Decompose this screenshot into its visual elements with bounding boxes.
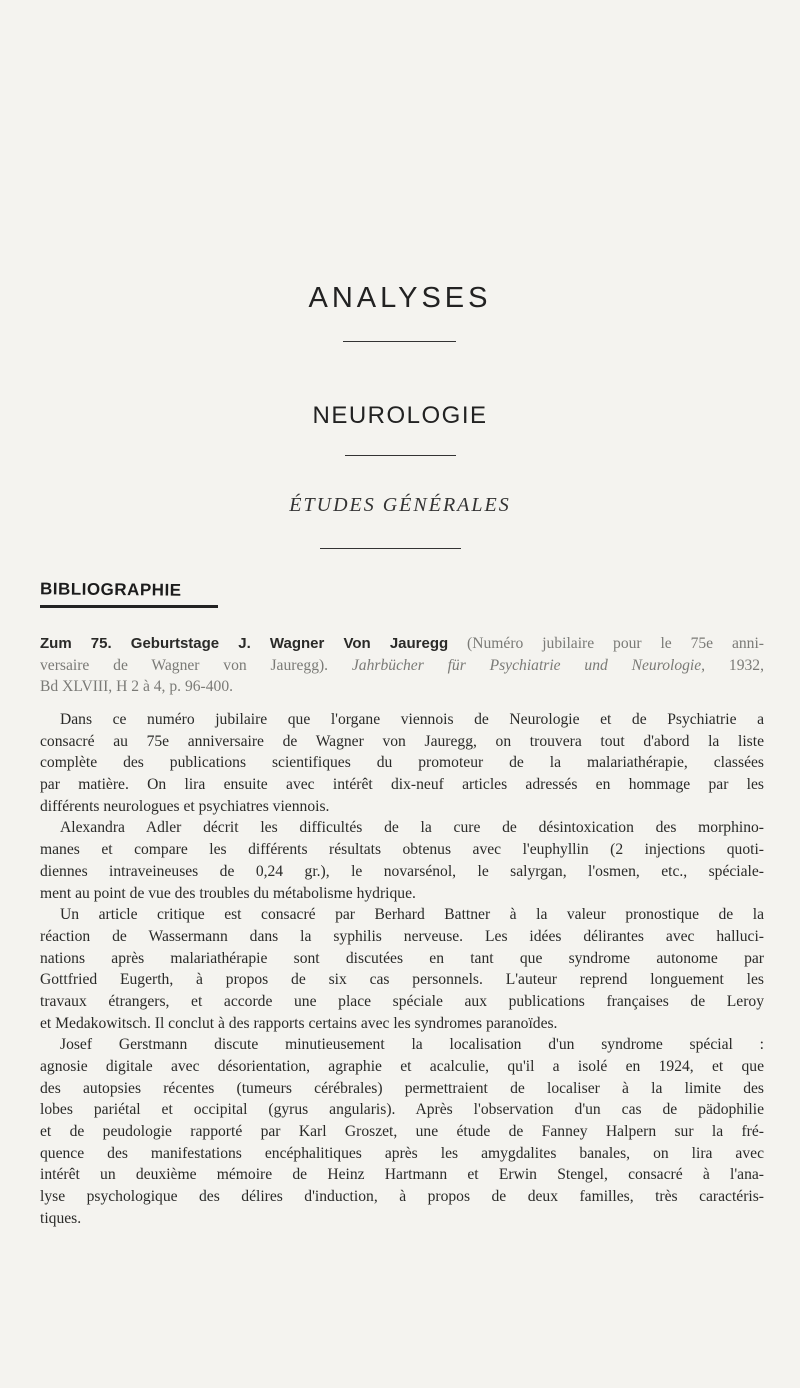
body-line: Josef Gerstmann discute minutieusement la localisation d'un syndrome spécial : bbox=[60, 1036, 764, 1054]
entry-line bbox=[40, 655, 764, 677]
body-line: travaux étrangers, et accorde une place spéciale aux publications françaises de Leroy bbox=[40, 992, 764, 1010]
body-line: réaction de Wassermann dans la syphilis nerveuse. Les idées délirantes avec halluci- bbox=[40, 927, 764, 945]
body-line: complète des publications scientifiques du promoteur de la malariathérapie, classées bbox=[40, 754, 764, 772]
body-line: manes et compare les différents résultats obtenus avec l'euphyllin (2 injections quoti- bbox=[40, 841, 764, 859]
body-line: ment au point de vue des troubles du métabolisme hydrique. bbox=[40, 884, 416, 902]
body-line: quence des manifestations encéphalitiques après les amygdalites banales, on lira avec bbox=[40, 1144, 764, 1162]
body-line: et de peudologie rapporté par Karl Groszet, une étude de Fanney Halpern sur la fré- bbox=[40, 1123, 764, 1141]
subsection-heading: ÉTUDES GÉNÉRALES bbox=[289, 494, 511, 516]
title-divider bbox=[343, 341, 456, 342]
body-line: différents neurologues et psychiatres viennois. bbox=[40, 797, 330, 815]
entry-line bbox=[40, 633, 764, 655]
body-line: Alexandra Adler décrit les difficultés de la cure de désintoxication des morphino- bbox=[60, 819, 764, 837]
body-line: agnosie digitale avec désorientation, agraphie et acalculie, qu'il a isolé en 1924, et que bbox=[40, 1058, 764, 1075]
body-line: Dans ce numéro jubilaire que l'organe viennois de Neurologie et de Psychiatrie a bbox=[60, 711, 764, 728]
entry-title: Zum 75. Geburtstage J. Wagner Von Jauregg bbox=[40, 635, 449, 652]
body-line: intérêt un deuxième mémoire de Heinz Hartmann et Erwin Stengel, consacré à l'ana- bbox=[40, 1166, 764, 1184]
subsection-divider bbox=[320, 548, 461, 549]
entry-year: 1932, bbox=[728, 656, 764, 674]
body-line: des autopsies récentes (tumeurs cérébrales) permettraient de localiser à la limite des bbox=[40, 1079, 764, 1097]
body-line: tiques. bbox=[40, 1209, 82, 1227]
body-line: lyse psychologique des délires d'induction, à propos de deux familles, très caractéris- bbox=[40, 1188, 764, 1206]
page-title: ANALYSES bbox=[308, 282, 492, 314]
body-line: et Medakowitsch. Il conclut à des rapports certains avec les syndromes paranoïdes. bbox=[40, 1014, 558, 1032]
body-line: consacré au 75e anniversaire de Wagner von Jauregg, on trouvera tout d'abord la liste bbox=[40, 732, 764, 750]
body-text bbox=[40, 709, 764, 1230]
body-line: diennes intraveineuses de 0,24 gr.), le novarsénol, le salyrgan, l'osmen, etc., spéciale- bbox=[40, 862, 764, 880]
body-line: Un article critique est consacré par Berhard Battner à la valeur pronostique de la bbox=[60, 906, 764, 924]
body-line: par matière. On lira ensuite avec intérêt dix-neuf articles adressés en hommage par les bbox=[40, 776, 764, 794]
bibliographic-entry bbox=[40, 633, 764, 698]
entry-note: (Numéro jubilaire pour le 75e anni- bbox=[467, 635, 764, 652]
stamp-underline bbox=[40, 605, 218, 608]
section-divider bbox=[345, 455, 456, 456]
body-line: Gottfried Eugerth, à propos de six cas personnels. L'auteur reprend longuement les bbox=[40, 971, 764, 989]
body-line: nations après malariathérapie sont discutées en tant que syndrome autonome par bbox=[40, 949, 764, 967]
entry-reference: Bd XLVIII, H 2 à 4, p. 96-400. bbox=[40, 678, 234, 696]
bibliography-stamp: BIBLIOGRAPHIE bbox=[39, 579, 182, 600]
entry-note-cont: versaire de Wagner von Jauregg). bbox=[40, 656, 329, 674]
journal-name: Jahrbücher für Psychiatrie und Neurologie, bbox=[351, 656, 706, 674]
section-heading: NEUROLOGIE bbox=[312, 402, 488, 429]
body-line: lobes pariétal et occipital (gyrus angularis). Après l'observation d'un cas de pädophilie bbox=[40, 1101, 764, 1119]
